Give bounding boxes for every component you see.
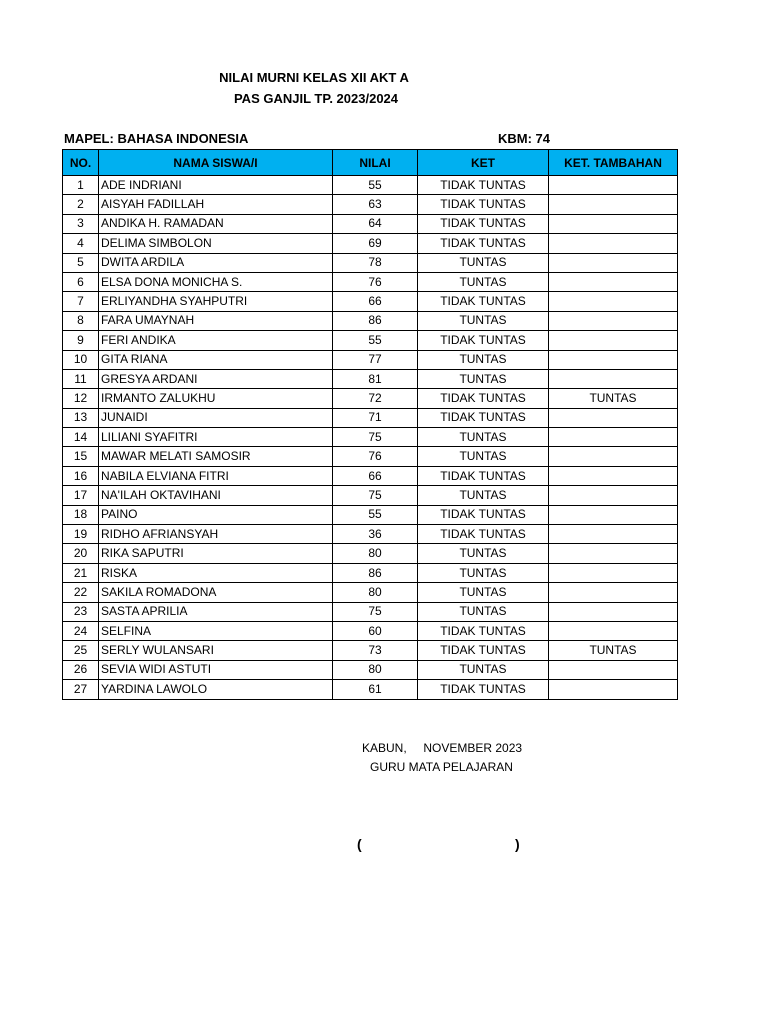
cell-ket: TIDAK TUNTAS: [418, 214, 549, 233]
place-date: KABUN, NOVEMBER 2023: [362, 741, 523, 755]
cell-nama: RISKA: [99, 563, 333, 582]
cell-ket: TIDAK TUNTAS: [418, 621, 549, 640]
cell-ket: TIDAK TUNTAS: [418, 466, 549, 485]
cell-nama: SASTA APRILIA: [99, 602, 333, 621]
cell-ket-tambahan: [549, 195, 678, 214]
cell-no: 8: [63, 311, 99, 330]
cell-nama: FERI ANDIKA: [99, 331, 333, 350]
table-header-row: [63, 150, 678, 176]
cell-no: 26: [63, 660, 99, 679]
cell-nama: ADE INDRIANI: [99, 176, 333, 195]
cell-nama: SERLY WULANSARI: [99, 641, 333, 660]
cell-nilai: 73: [333, 641, 418, 660]
cell-nama: ANDIKA H. RAMADAN: [99, 214, 333, 233]
cell-ket-tambahan: [549, 544, 678, 563]
cell-nama: FARA UMAYNAH: [99, 311, 333, 330]
cell-nilai: 64: [333, 214, 418, 233]
table-row: [63, 272, 678, 291]
table-row: [63, 621, 678, 640]
table-row: [63, 428, 678, 447]
cell-no: 17: [63, 486, 99, 505]
cell-ket: TUNTAS: [418, 447, 549, 466]
cell-ket-tambahan: [549, 583, 678, 602]
table-row: [63, 447, 678, 466]
cell-no: 11: [63, 369, 99, 388]
table-row: [63, 176, 678, 195]
table-row: [63, 234, 678, 253]
cell-ket-tambahan: [549, 350, 678, 369]
column-header-ket-tambahan: KET. TAMBAHAN: [549, 150, 678, 176]
cell-ket-tambahan: [549, 176, 678, 195]
cell-no: 2: [63, 195, 99, 214]
cell-nama: LILIANI SYAFITRI: [99, 428, 333, 447]
cell-ket-tambahan: TUNTAS: [549, 641, 678, 660]
cell-nilai: 76: [333, 447, 418, 466]
cell-ket-tambahan: [549, 253, 678, 272]
cell-ket-tambahan: [549, 311, 678, 330]
cell-nama: ERLIYANDHA SYAHPUTRI: [99, 292, 333, 311]
cell-no: 5: [63, 253, 99, 272]
cell-nama: NABILA ELVIANA FITRI: [99, 466, 333, 485]
cell-no: 16: [63, 466, 99, 485]
cell-nama: GITA RIANA: [99, 350, 333, 369]
cell-no: 19: [63, 525, 99, 544]
cell-nama: GRESYA ARDANI: [99, 369, 333, 388]
document-title: NILAI MURNI KELAS XII AKT A: [219, 70, 409, 85]
table-row: [63, 563, 678, 582]
cell-nilai: 60: [333, 621, 418, 640]
table-row: [63, 486, 678, 505]
cell-ket: TIDAK TUNTAS: [418, 505, 549, 524]
subject-label: MAPEL: BAHASA INDONESIA: [64, 131, 249, 146]
cell-nilai: 36: [333, 525, 418, 544]
cell-ket: TUNTAS: [418, 563, 549, 582]
cell-nilai: 80: [333, 660, 418, 679]
table-row: [63, 214, 678, 233]
cell-no: 24: [63, 621, 99, 640]
cell-no: 14: [63, 428, 99, 447]
cell-ket: TUNTAS: [418, 602, 549, 621]
cell-nilai: 66: [333, 466, 418, 485]
cell-nilai: 75: [333, 602, 418, 621]
table-row: [63, 389, 678, 408]
cell-ket: TIDAK TUNTAS: [418, 195, 549, 214]
cell-no: 7: [63, 292, 99, 311]
table-row: [63, 660, 678, 679]
cell-no: 4: [63, 234, 99, 253]
cell-ket: TIDAK TUNTAS: [418, 389, 549, 408]
cell-nilai: 69: [333, 234, 418, 253]
cell-nama: ELSA DONA MONICHA S.: [99, 272, 333, 291]
table-row: [63, 408, 678, 427]
cell-no: 3: [63, 214, 99, 233]
table-row: [63, 195, 678, 214]
signature-role: GURU MATA PELAJARAN: [370, 760, 513, 774]
cell-no: 6: [63, 272, 99, 291]
table-row: [63, 641, 678, 660]
cell-nama: SELFINA: [99, 621, 333, 640]
table-row: [63, 525, 678, 544]
cell-ket: TIDAK TUNTAS: [418, 408, 549, 427]
column-header-ket: KET: [418, 150, 549, 176]
cell-ket: TIDAK TUNTAS: [418, 176, 549, 195]
cell-ket: TUNTAS: [418, 583, 549, 602]
cell-nama: SAKILA ROMADONA: [99, 583, 333, 602]
cell-ket: TUNTAS: [418, 311, 549, 330]
cell-ket-tambahan: [549, 466, 678, 485]
cell-ket-tambahan: [549, 272, 678, 291]
cell-no: 9: [63, 331, 99, 350]
cell-ket-tambahan: [549, 525, 678, 544]
table-row: [63, 505, 678, 524]
cell-ket-tambahan: [549, 563, 678, 582]
cell-no: 18: [63, 505, 99, 524]
grades-table: [62, 149, 678, 700]
signature-paren-open: (: [357, 836, 362, 852]
cell-no: 15: [63, 447, 99, 466]
cell-ket: TIDAK TUNTAS: [418, 641, 549, 660]
cell-ket-tambahan: [549, 369, 678, 388]
cell-ket-tambahan: [549, 214, 678, 233]
cell-nilai: 75: [333, 486, 418, 505]
cell-ket-tambahan: [549, 292, 678, 311]
cell-ket-tambahan: [549, 428, 678, 447]
cell-no: 13: [63, 408, 99, 427]
cell-ket-tambahan: [549, 660, 678, 679]
table-row: [63, 680, 678, 699]
cell-no: 21: [63, 563, 99, 582]
cell-nama: AISYAH FADILLAH: [99, 195, 333, 214]
table-row: [63, 350, 678, 369]
cell-nama: YARDINA LAWOLO: [99, 680, 333, 699]
cell-ket-tambahan: [549, 408, 678, 427]
cell-nilai: 86: [333, 563, 418, 582]
cell-ket: TUNTAS: [418, 369, 549, 388]
table-row: [63, 369, 678, 388]
column-header-nama: NAMA SISWA/I: [99, 150, 333, 176]
cell-nilai: 81: [333, 369, 418, 388]
cell-nilai: 66: [333, 292, 418, 311]
cell-nilai: 86: [333, 311, 418, 330]
cell-nama: SEVIA WIDI ASTUTI: [99, 660, 333, 679]
cell-nama: DWITA ARDILA: [99, 253, 333, 272]
cell-nama: RIKA SAPUTRI: [99, 544, 333, 563]
column-header-nilai: NILAI: [333, 150, 418, 176]
cell-nama: RIDHO AFRIANSYAH: [99, 525, 333, 544]
table-row: [63, 466, 678, 485]
cell-no: 1: [63, 176, 99, 195]
cell-ket: TUNTAS: [418, 272, 549, 291]
cell-nilai: 55: [333, 331, 418, 350]
cell-ket: TUNTAS: [418, 660, 549, 679]
cell-no: 23: [63, 602, 99, 621]
cell-no: 20: [63, 544, 99, 563]
table-row: [63, 311, 678, 330]
table-body: [63, 176, 678, 700]
cell-ket: TUNTAS: [418, 428, 549, 447]
cell-ket: TUNTAS: [418, 253, 549, 272]
document-subtitle: PAS GANJIL TP. 2023/2024: [233, 91, 399, 106]
kbm-label: KBM: 74: [498, 131, 551, 146]
cell-nama: PAINO: [99, 505, 333, 524]
table-row: [63, 331, 678, 350]
cell-ket: TUNTAS: [418, 486, 549, 505]
cell-ket: TIDAK TUNTAS: [418, 234, 549, 253]
cell-nilai: 80: [333, 583, 418, 602]
column-header-no: NO.: [63, 150, 99, 176]
cell-nilai: 75: [333, 428, 418, 447]
cell-ket: TUNTAS: [418, 350, 549, 369]
cell-nama: NA'ILAH OKTAVIHANI: [99, 486, 333, 505]
cell-nilai: 77: [333, 350, 418, 369]
cell-nilai: 76: [333, 272, 418, 291]
cell-ket: TIDAK TUNTAS: [418, 331, 549, 350]
cell-ket: TIDAK TUNTAS: [418, 292, 549, 311]
cell-nama: DELIMA SIMBOLON: [99, 234, 333, 253]
cell-ket-tambahan: [549, 602, 678, 621]
cell-ket: TIDAK TUNTAS: [418, 525, 549, 544]
cell-nama: JUNAIDI: [99, 408, 333, 427]
cell-nama: MAWAR MELATI SAMOSIR: [99, 447, 333, 466]
table-row: [63, 253, 678, 272]
cell-ket-tambahan: TUNTAS: [549, 389, 678, 408]
table-row: [63, 544, 678, 563]
cell-ket-tambahan: [549, 447, 678, 466]
cell-ket: TUNTAS: [418, 544, 549, 563]
signature-paren-close: ): [515, 836, 520, 852]
cell-ket-tambahan: [549, 505, 678, 524]
cell-nilai: 72: [333, 389, 418, 408]
cell-nilai: 80: [333, 544, 418, 563]
cell-nama: IRMANTO ZALUKHU: [99, 389, 333, 408]
cell-nilai: 61: [333, 680, 418, 699]
cell-nilai: 63: [333, 195, 418, 214]
cell-no: 12: [63, 389, 99, 408]
cell-no: 10: [63, 350, 99, 369]
table-row: [63, 292, 678, 311]
cell-nilai: 55: [333, 505, 418, 524]
cell-no: 27: [63, 680, 99, 699]
cell-ket: TIDAK TUNTAS: [418, 680, 549, 699]
table-row: [63, 602, 678, 621]
cell-ket-tambahan: [549, 680, 678, 699]
cell-nilai: 55: [333, 176, 418, 195]
cell-ket-tambahan: [549, 234, 678, 253]
cell-ket-tambahan: [549, 621, 678, 640]
cell-nilai: 78: [333, 253, 418, 272]
cell-ket-tambahan: [549, 331, 678, 350]
table-row: [63, 583, 678, 602]
cell-no: 22: [63, 583, 99, 602]
cell-no: 25: [63, 641, 99, 660]
cell-nilai: 71: [333, 408, 418, 427]
cell-ket-tambahan: [549, 486, 678, 505]
